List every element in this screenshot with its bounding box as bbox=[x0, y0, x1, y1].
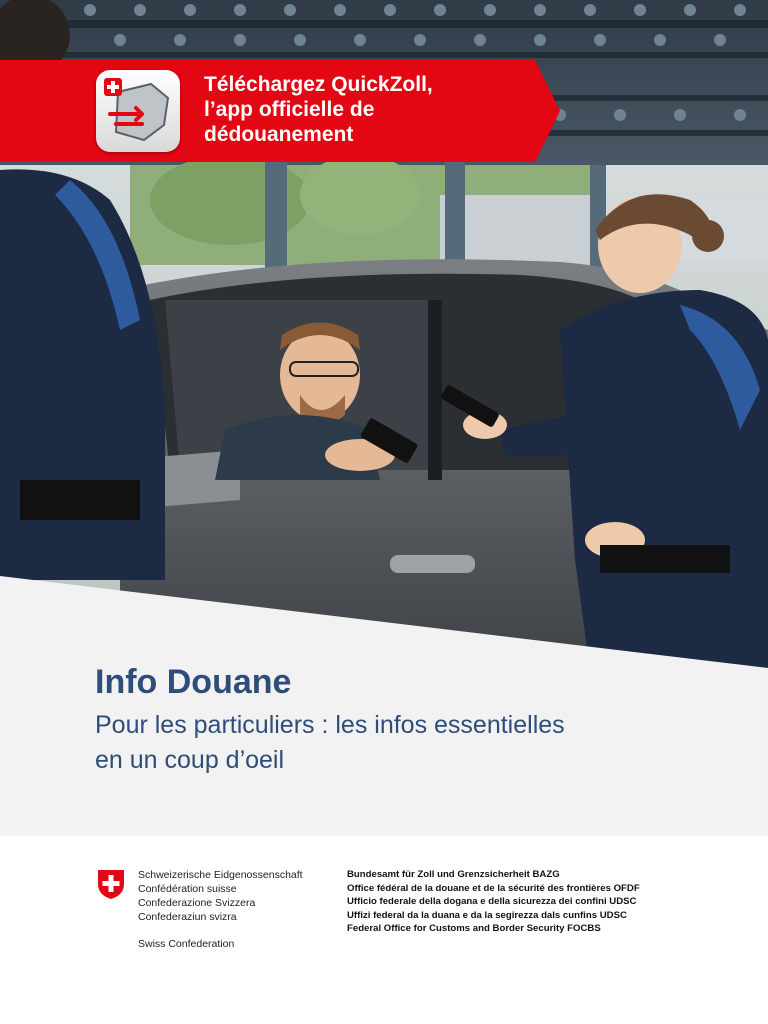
federal-office-names bbox=[347, 868, 747, 936]
page-title: Info Douane bbox=[95, 663, 292, 701]
confederation-line: Confederaziun svizra bbox=[138, 911, 237, 923]
page-subtitle bbox=[95, 708, 715, 778]
banner-line: Téléchargez QuickZoll, bbox=[204, 73, 433, 96]
subtitle-line: en un coup d’oeil bbox=[95, 746, 285, 774]
app-promo-banner[interactable] bbox=[0, 60, 560, 162]
confederation-line: Schweizerische Eidgenossenschaft bbox=[138, 869, 303, 881]
confederation-line: Confederazione Svizzera bbox=[138, 897, 256, 909]
confederation-line: Confédération suisse bbox=[138, 883, 237, 895]
office-line: Uffizi federal da la duana e da la segirezza dals cunfins UDSC bbox=[347, 909, 627, 921]
office-line: Federal Office for Customs and Border Security FOCBS bbox=[347, 923, 601, 935]
office-line: Ufficio federale della dogana e della sicurezza dei confini UDSC bbox=[347, 896, 637, 908]
footer bbox=[0, 836, 768, 1024]
banner-line: dédouanement bbox=[204, 123, 354, 146]
banner-text[interactable] bbox=[204, 72, 494, 147]
quickzoll-app-icon[interactable] bbox=[96, 70, 180, 152]
confederation-names bbox=[138, 868, 338, 924]
swiss-cross-shield-icon bbox=[96, 868, 126, 900]
subtitle-line: Pour les particuliers : les infos essentielles bbox=[95, 711, 565, 739]
office-line: Bundesamt für Zoll und Grenzsicherheit BAZG bbox=[347, 869, 560, 880]
banner-line: l’app officielle de bbox=[204, 98, 375, 121]
swiss-confederation-label: Swiss Confederation bbox=[138, 938, 235, 950]
office-line: Office fédéral de la douane et de la sécurité des frontières OFDF bbox=[347, 882, 640, 894]
